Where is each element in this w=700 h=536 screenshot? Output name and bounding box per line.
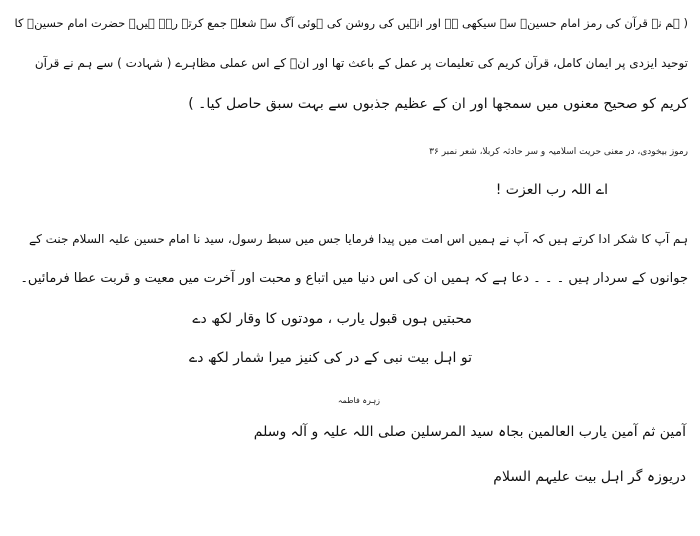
couplet-line-2: تو اہل بیت نبی کے در کی کنیز میرا شمار لکھ دے bbox=[189, 350, 472, 366]
signature-name: زہرہ فاطمہ bbox=[337, 396, 380, 405]
supplicant-line: دریوزہ گر اہل بیت علیہم السلام bbox=[493, 469, 686, 485]
reference-citation: رموز بیخودی، در معنی حریت اسلامیہ و سر حادثہ کربلا، شعر نمبر ۳۶ bbox=[429, 147, 688, 157]
intro-line-2: توحید ایزدی پر ایمان کامل، قرآن کریم کی تعلیمات پر عمل کے باعث تھا اور انؓ کے اس عملی مظاہرے ( شہادت ) سے ہم نے قرآن bbox=[34, 56, 688, 70]
prayer-line-1: ہم آپ کا شکر ادا کرتے ہیں کہ آپ نے ہمیں اس امت میں پیدا فرمایا جس میں سبط رسول، سید نا امام حسین علیہ السلام جنت کے bbox=[29, 232, 688, 246]
closing-prayer: آمین ثم آمین یارب العالمین بجاہ سید المرسلین صلی اللہ علیہ و آلہ وسلم bbox=[253, 424, 686, 440]
prayer-line-2: جوانوں کے سردار ہیں ۔ ۔ ۔ دعا ہے کہ ہمیں ان کی اس دنیا میں اتباع و محبت اور آخرت میں معیت و قربت عطا فرمائیں۔ bbox=[20, 271, 688, 286]
intro-line-1: ( ہم نے قرآن کی رمز امام حسینؓ سے سیکھی ہے اور انہیں کی روشن کی ہوئی آگ سے شعلے جمع کرتے رہے ہیں۔ حضرت امام حسینؓ کا bbox=[14, 16, 688, 30]
couplet-line-1: محبتیں ہوں قبول یارب ، مودتوں کا وقار لکھ دے bbox=[192, 311, 472, 327]
intro-line-3: کریم کو صحیح معنوں میں سمجھا اور ان کے عظیم جذبوں سے بہت سبق حاصل کیا۔ ) bbox=[188, 96, 688, 112]
invocation-heading: اے اللہ رب العزت ! bbox=[495, 182, 608, 198]
